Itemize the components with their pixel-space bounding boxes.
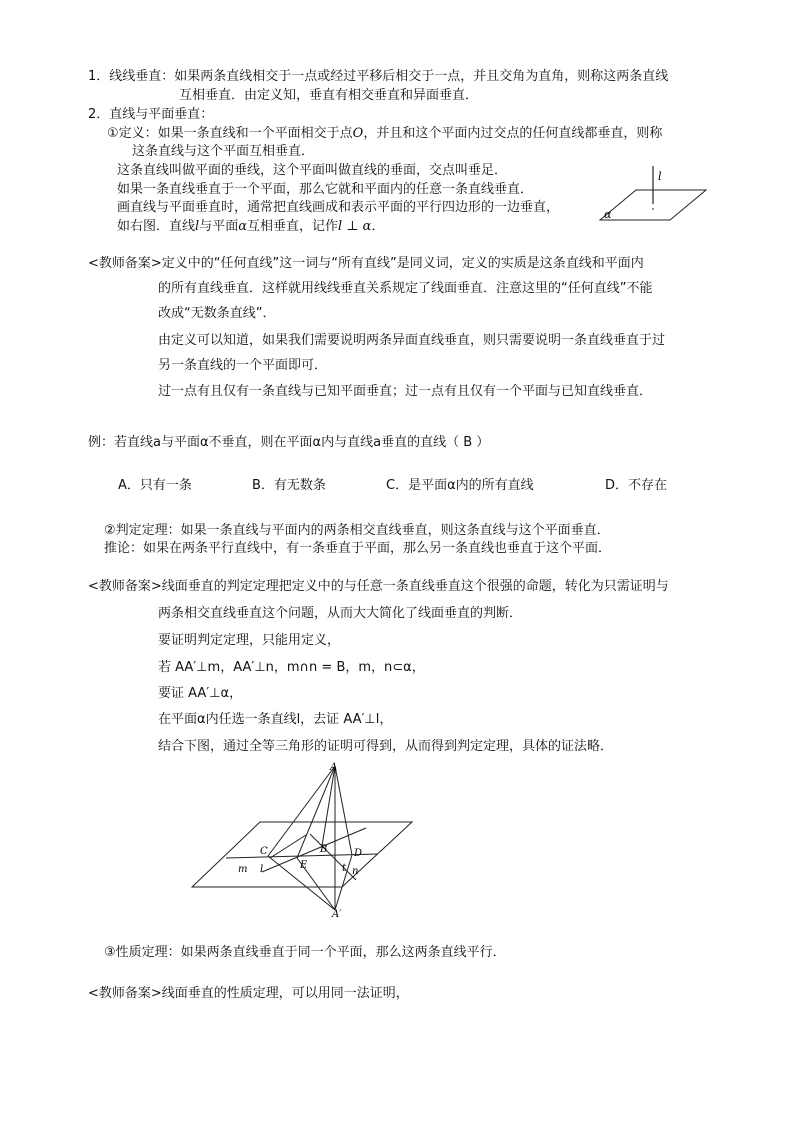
note2-line3: 要证明判定定理，只能用定义， [158,633,341,648]
label-C: C [260,846,268,857]
perpendicular-proof-figure [190,760,420,920]
note2-line2: 两条相交直线垂直这个问题，从而大大简化了线面垂直的判断． [158,606,523,621]
note1-line4: 由定义可以知道，如果我们需要说明两条异面直线垂直，则只需要说明一条直线垂直于过 [158,333,666,348]
theorem2-line [104,522,610,540]
p4-plane-alpha: α [238,219,247,234]
fig-label-l: l [658,170,662,183]
point-O: O [352,126,364,141]
note1-line3: 改成“无数条直线”． [158,306,276,321]
label-n: n [352,866,359,877]
definition-line2: 这条直线与这个平面互相垂直． [132,144,315,159]
option-a: A．只有一条 [118,478,192,493]
note2-line6: 在平面α内任选一条直线l，去证 AA′⊥l， [158,712,393,727]
circled-number-1: ① [107,126,119,141]
label-A-prime: A′ [332,909,342,920]
circled-number-3: ③ [104,945,116,960]
option-d: D．不存在 [605,478,668,493]
note2-line5: 要证 AA′⊥α， [158,686,243,701]
theorem3-line [104,944,506,962]
label-D: D [354,848,363,859]
note2-line7: 结合下图，通过全等三角形的证明可得到，从而得到判定定理，具体的证法略． [158,739,614,754]
fig-label-alpha: α [604,208,612,221]
theorem2-text: 判定定理：如果一条直线与平面内的两条相交直线垂直，则这条直线与这个平面垂直． [115,523,610,538]
def-text-b: ，并且和这个平面内过交点的任何直线都垂直，则称 [363,126,663,141]
note1-line1: <教师备案>定义中的“任何直线”这一词与“所有直线”是同义词，定义的实质是这条直线和平面内 [88,256,644,271]
note1-line5: 另一条直线的一个平面即可． [158,358,328,373]
option-b: B．有无数条 [252,478,326,493]
theorem3-text: 性质定理：如果两条直线垂直于同一个平面，那么这两条直线平行． [115,945,506,960]
line-plane-perpendicular-figure [592,160,710,232]
sec2-p3: 画直线与平面垂直时，通常把直线画成和表示平面的平行四边形的一边垂直， [117,200,560,215]
p4-text-d: ． [371,219,385,234]
p4-text-a: 如右图．直线 [117,219,196,234]
label-A: A [330,762,338,773]
note2-line1: <教师备案>线面垂直的判定定理把定义中的与任意一条直线垂直这个很强的命题，转化为只需证明与 [88,579,669,594]
segment-AE [297,766,335,858]
def-text-a: 定义：如果一条直线和一个平面相交于点 [118,126,353,141]
circled-number-2: ② [104,523,116,538]
note3-line1: <教师备案>线面垂直的性质定理，可以用同一法证明， [88,986,409,1001]
label-m: m [238,864,248,875]
note2-line4: 若 AA′⊥m，AA′⊥n，m∩n = B，m，n⊂α， [158,660,425,675]
label-l: l [260,864,264,875]
corollary-line: 推论：如果在两条平行直线中，有一条垂直于平面，那么另一条直线也垂直于这个平面． [104,541,612,556]
line-l [262,828,366,872]
segment-AD [335,766,352,855]
note1-line6: 过一点有且仅有一条直线与已知平面垂直；过一点有且仅有一个平面与已知直线垂直． [158,384,653,399]
label-E: E [300,860,308,871]
option-c: C．是平面α内的所有直线 [386,478,534,493]
sec2-p4 [117,218,384,236]
p4-text-c: 互相垂直，记作 [246,219,338,234]
definition-line1 [107,125,662,143]
label-t: t [342,863,347,874]
sec1-line1: 1．线线垂直：如果两条直线相交于一点或经过平移后相交于一点，并且交角为直角，则称这两条直线 [88,69,669,84]
sec1-line2: 互相垂直．由定义知，垂直有相交垂直和异面垂直． [179,88,479,103]
label-B: B [320,844,328,855]
p4-perp-expression: l ⊥ α [338,219,372,234]
sec2-title: 2．直线与平面垂直： [88,107,214,122]
sec2-p1: 这条直线叫做平面的垂线，这个平面叫做直线的垂面，交点叫垂足． [117,163,508,178]
note1-line2: 的所有直线垂直．这样就用线线垂直关系规定了线面垂直．注意这里的“任何直线”不能 [158,281,653,296]
segment-AB [322,766,335,846]
sec2-p2: 如果一条直线垂直于一个平面，那么它就和平面内的任意一条直线垂直． [117,182,534,197]
segment-AC [268,766,335,856]
p4-line-l: l [195,219,200,234]
example-stem: 例：若直线a与平面α不垂直，则在平面α内与直线a垂直的直线（ B ） [88,435,490,450]
p4-text-b: 与平面 [199,219,239,234]
plane-alpha [192,822,412,887]
